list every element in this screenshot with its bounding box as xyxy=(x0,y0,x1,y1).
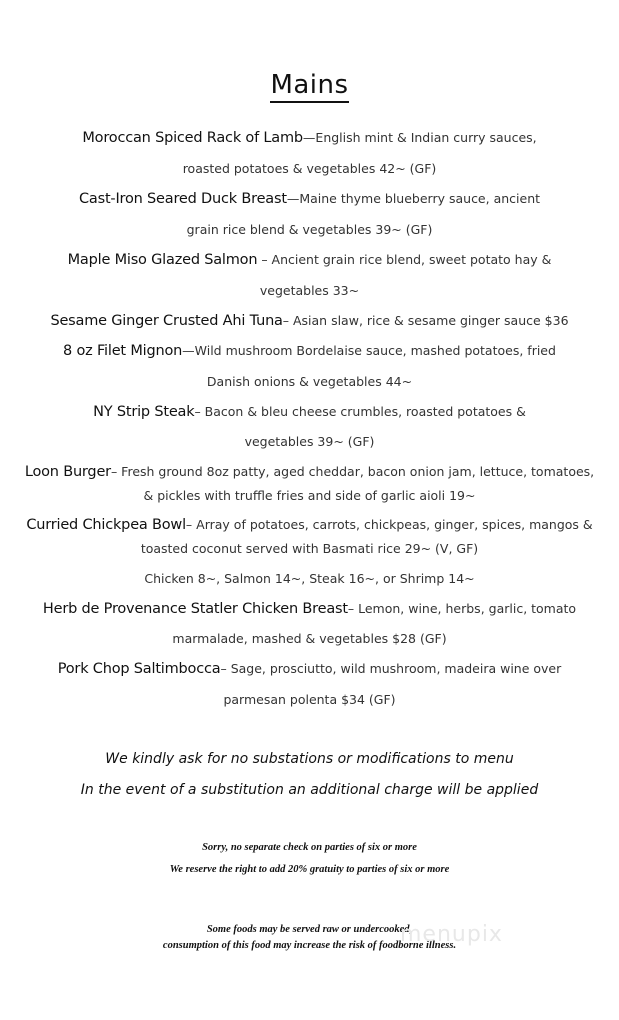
dish-description: Array of potatoes, carrots, chickpeas, ginger, spices, mangos & xyxy=(196,517,593,532)
menu-line xyxy=(0,161,619,177)
raw-food-warning: Some foods may be served raw or undercooked, xyxy=(206,924,413,935)
separator: – xyxy=(194,404,205,419)
menu-line xyxy=(0,464,619,480)
dish-name: Pork Chop Saltimbocca xyxy=(57,661,221,677)
separator: — xyxy=(302,130,316,145)
title-text: Mains xyxy=(270,70,348,103)
dish-description: toasted coconut served with Basmati rice 29~ (V, GF) xyxy=(140,541,479,556)
menu-line xyxy=(0,517,619,533)
dish-description: Fresh ground 8oz patty, aged cheddar, bacon onion jam, lettuce, tomatoes, xyxy=(121,464,595,479)
separate-check-policy: Sorry, no separate check on parties of six or more xyxy=(202,842,417,853)
menu-line xyxy=(0,404,619,420)
gratuity-policy: We reserve the right to add 20% gratuity to parties of six or more xyxy=(169,864,450,875)
dish-description: & pickles with truffle fries and side of garlic aioli 19~ xyxy=(143,488,476,503)
menu-line xyxy=(0,191,619,207)
separator: – xyxy=(220,661,231,676)
dish-description: vegetables 33~ xyxy=(259,283,360,298)
dish-description: grain rice blend & vegetables 39~ (GF) xyxy=(186,222,433,237)
dish-description: roasted potatoes & vegetables 42~ (GF) xyxy=(182,161,437,176)
separator: – xyxy=(257,252,272,267)
dish-name: Curried Chickpea Bowl xyxy=(26,517,186,533)
substitution-notice: We kindly ask for no substations or modifications to menu xyxy=(105,751,514,767)
add-on-options: Chicken 8~, Salmon 14~, Steak 16~, or Shrimp 14~ xyxy=(144,571,475,586)
menu-line xyxy=(0,601,619,617)
dish-description: Sage, prosciutto, wild mushroom, madeira wine over xyxy=(230,661,562,676)
page-title xyxy=(0,70,619,100)
menu-line xyxy=(0,661,619,677)
menu-line xyxy=(0,130,619,146)
dish-description: Ancient grain rice blend, sweet potato hay & xyxy=(271,252,552,267)
dish-description: Bacon & bleu cheese crumbles, roasted potatoes & xyxy=(204,404,526,419)
dish-name: Herb de Provenance Statler Chicken Breast xyxy=(42,601,348,617)
separator: – xyxy=(347,601,359,616)
dish-name: Moroccan Spiced Rack of Lamb xyxy=(82,130,303,146)
menu-line xyxy=(0,374,619,390)
dish-description: marmalade, mashed & vegetables $28 (GF) xyxy=(172,631,447,646)
menu-line xyxy=(0,541,619,557)
menu-line xyxy=(0,434,619,450)
substitution-charge-notice: In the event of a substitution an additional charge will be applied xyxy=(80,782,539,798)
separator: — xyxy=(286,191,300,206)
dish-description: Lemon, wine, herbs, garlic, tomato xyxy=(358,601,577,616)
dish-name: NY Strip Steak xyxy=(93,404,195,420)
dish-description: English mint & Indian curry sauces, xyxy=(315,130,537,145)
dish-name: Loon Burger xyxy=(24,464,111,480)
menu-line xyxy=(0,571,619,587)
menu-line xyxy=(0,252,619,268)
menu-line xyxy=(0,283,619,299)
menu-line xyxy=(0,692,619,708)
dish-name: Maple Miso Glazed Salmon xyxy=(67,252,258,268)
separator: — xyxy=(182,343,195,358)
watermark: menupix xyxy=(400,922,503,947)
dish-description: Danish onions & vegetables 44~ xyxy=(206,374,413,389)
foodborne-illness-warning: consumption of this food may increase the risk of foodborne illness. xyxy=(162,940,457,951)
dish-description: vegetables 39~ (GF) xyxy=(244,434,375,449)
dish-name: Sesame Ginger Crusted Ahi Tuna xyxy=(50,313,283,329)
dish-description: Maine thyme blueberry sauce, ancient xyxy=(299,191,541,206)
dish-description: Asian slaw, rice & sesame ginger sauce $36 xyxy=(292,313,569,328)
dish-name: 8 oz Filet Mignon xyxy=(63,343,183,359)
separator: – xyxy=(282,313,293,328)
dish-name: Cast-Iron Seared Duck Breast xyxy=(78,191,287,207)
separator: – xyxy=(110,464,122,479)
menu-line xyxy=(0,488,619,504)
dish-description: Wild mushroom Bordelaise sauce, mashed potatoes, fried xyxy=(194,343,556,358)
menu-line xyxy=(0,631,619,647)
menu-line xyxy=(0,222,619,238)
menu-line xyxy=(0,343,619,359)
dish-description: parmesan polenta $34 (GF) xyxy=(223,692,396,707)
menu-line xyxy=(0,313,619,329)
separator: – xyxy=(185,517,197,532)
